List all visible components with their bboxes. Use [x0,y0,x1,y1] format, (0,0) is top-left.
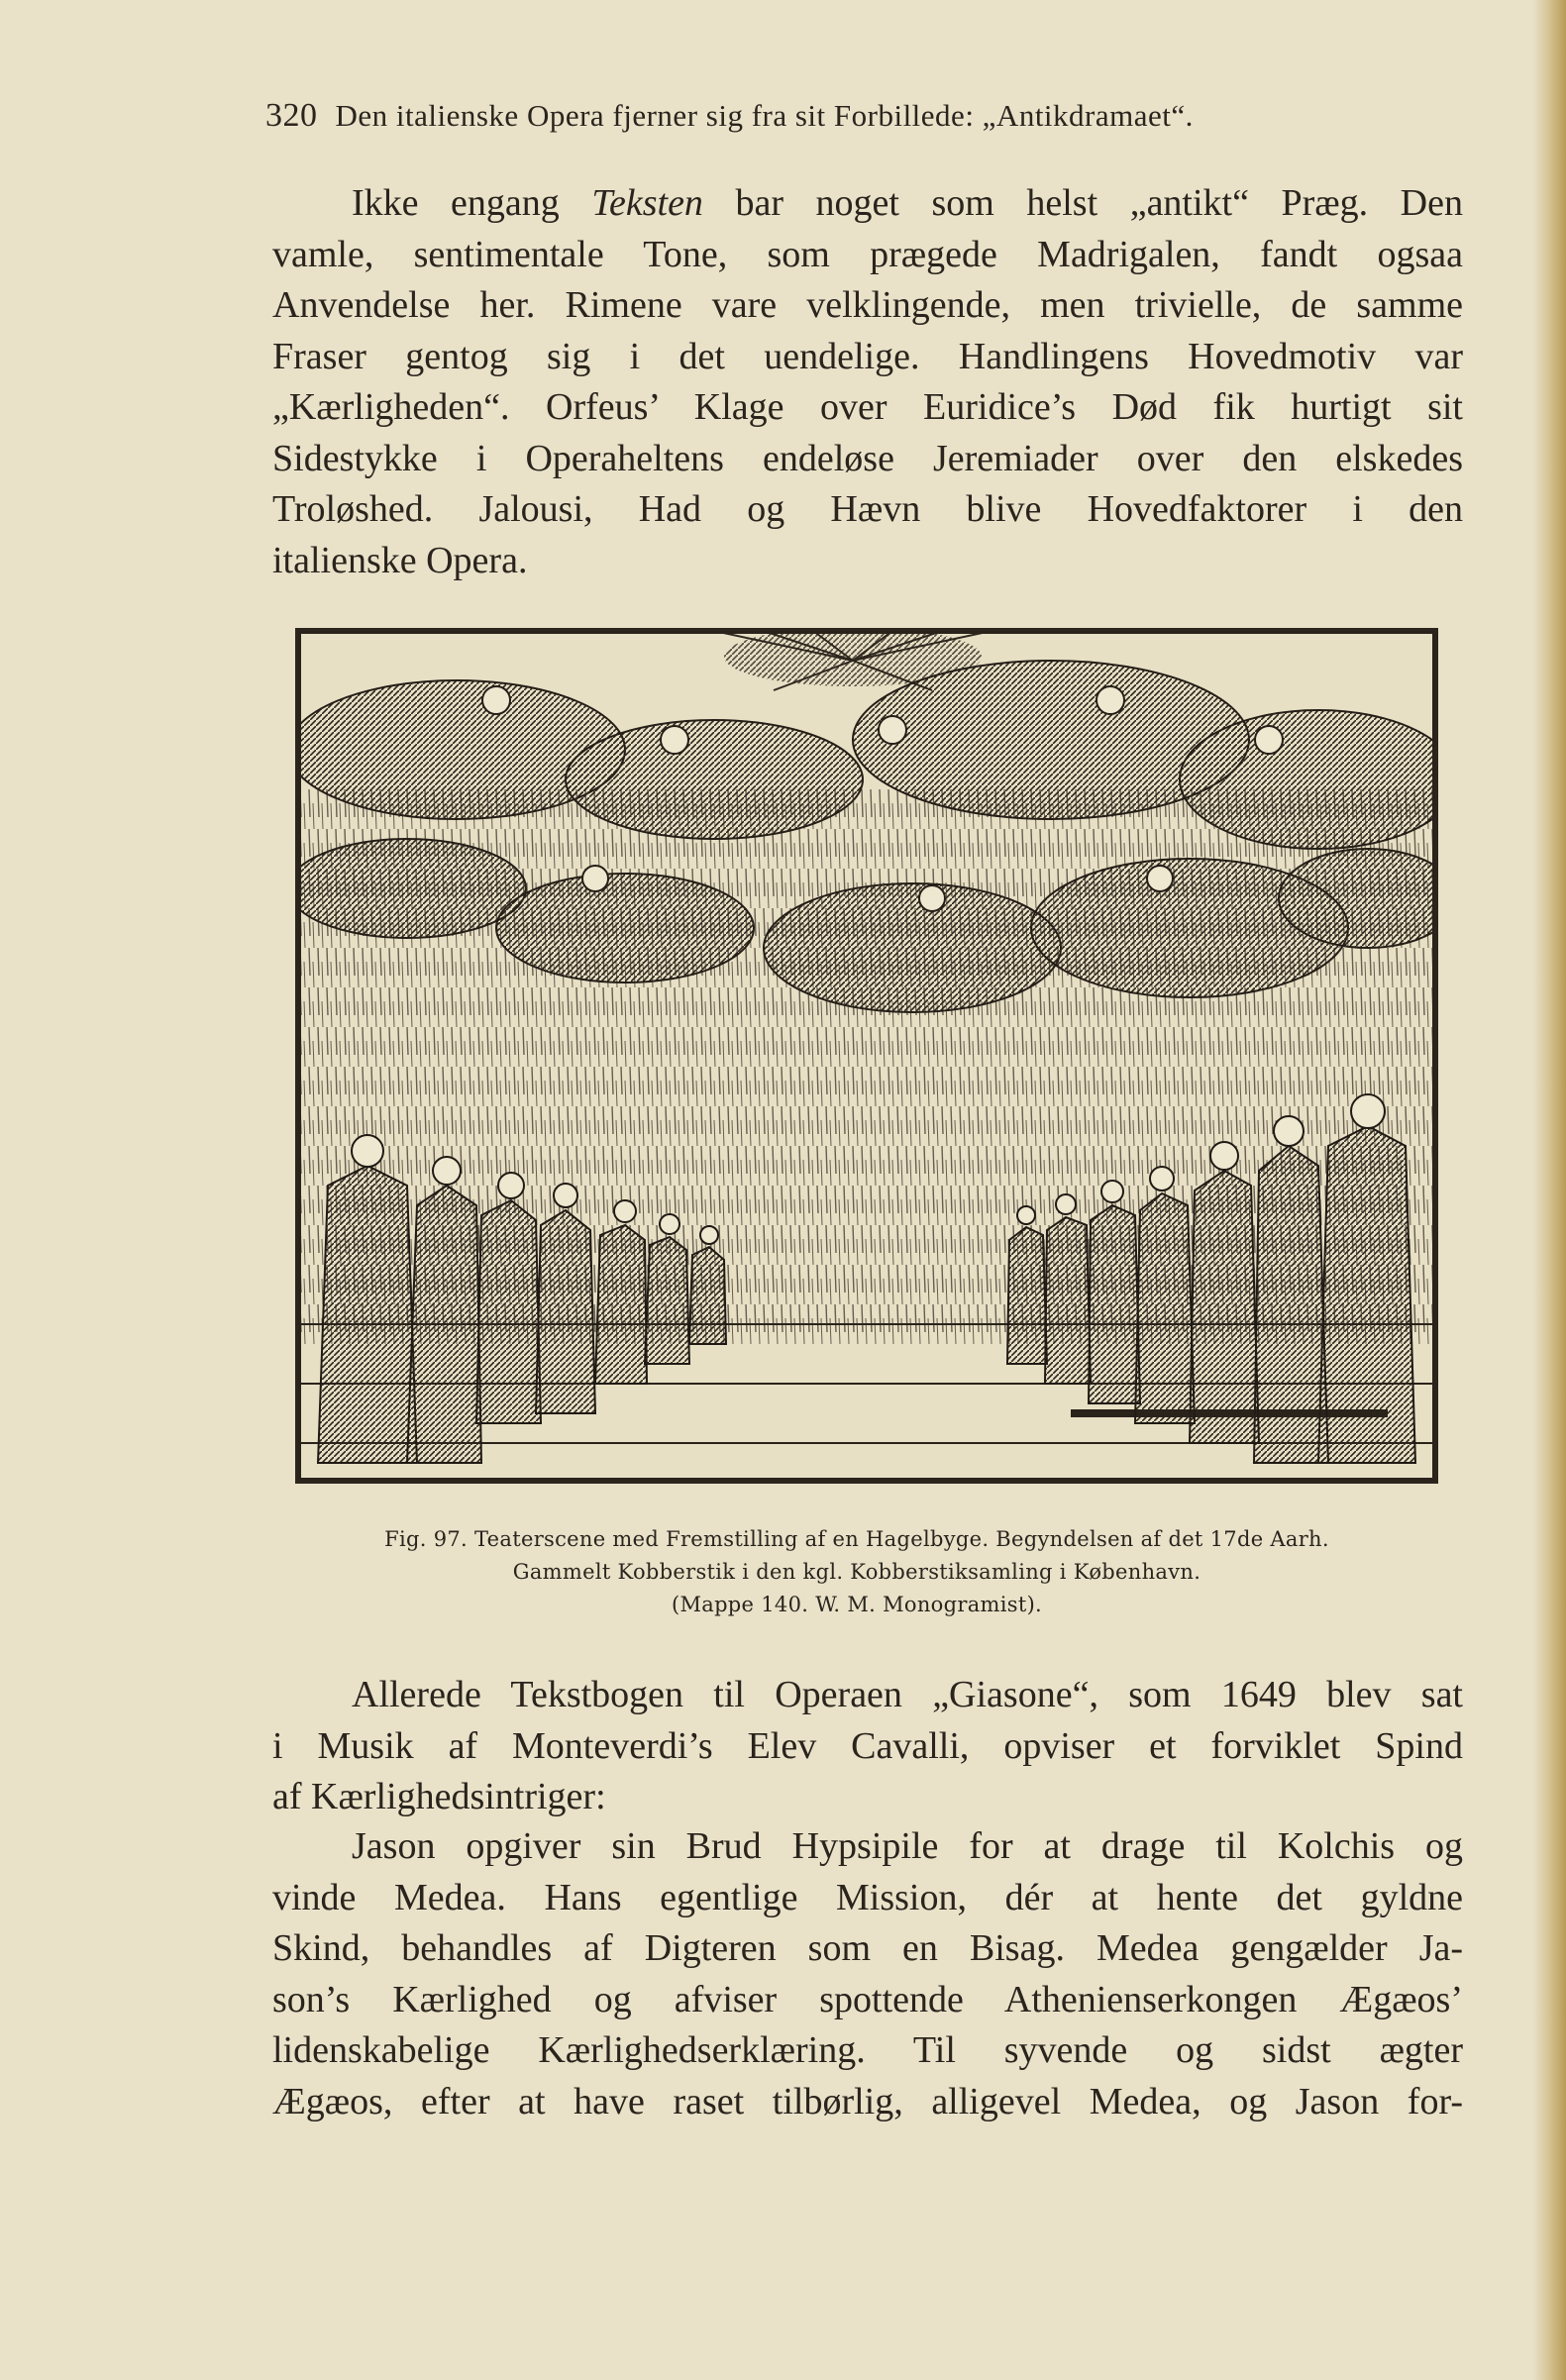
paragraph-3 [272,1821,1463,2127]
text-line: af Kærlighedsintriger: [272,1776,606,1817]
caption-line: Fig. 97. Teaterscene med Fremstilling af en Hagelbyge. Begyndelsen af det 17de Aarh. [384,1527,1329,1551]
text-line: Fraser gentog sig i det uendelige. Handlingens Hovedmotiv var [272,335,1463,377]
figure-caption [297,1523,1416,1621]
text-line: Jason opgiver sin Brud Hypsipile for at drage til Kolchis og [352,1825,1463,1867]
text-line: Ikke engang Teksten bar noget som helst „antikt“ Præg. Den [352,182,1463,224]
caption-line: (Mappe 140. W. M. Monogramist). [671,1593,1043,1616]
text-line: son’s Kærlighed og afviser spottende Athenienserkongen Ægæos’ [272,1978,1463,2020]
text-line: italienske Opera. [272,539,528,581]
text-line: Anvendelse her. Rimene vare velklingende, men trivielle, de samme [272,284,1463,326]
italic-word: Teksten [591,182,703,224]
page-number: 320 [265,97,318,134]
text-line: Troløshed. Jalousi, Had og Hævn blive Hovedfaktorer i den [272,488,1463,530]
engraving-illustration [298,631,1435,1481]
caption-line: Gammelt Kobberstik i den kgl. Kobberstiksamling i København. [512,1560,1201,1584]
text-line: Skind, behandles af Digteren som en Bisag. Medea gengælder Ja- [272,1927,1463,1969]
text-line: vinde Medea. Hans egentlige Mission, dér at hente det gyldne [272,1876,1463,1918]
text-line: Sidestykke i Operaheltens endeløse Jeremiader over den elskedes [272,437,1463,479]
paragraph-1 [272,178,1463,586]
text-line: Ægæos, efter at have raset tilbørlig, alligevel Medea, og Jason for- [272,2080,1463,2122]
running-title: Den italienske Opera fjerner sig fra sit Forbillede: „Antikdramaet“. [335,98,1194,133]
text-line: Allerede Tekstbogen til Operaen „Giasone“, som 1649 blev sat [352,1674,1463,1715]
page-edge [1532,0,1566,2380]
text-line: „Kærligheden“. Orfeus’ Klage over Euridice’s Død fik hurtigt sit [272,386,1463,428]
text-line: lidenskabelige Kærlighedserklæring. Til syvende og sidst ægter [272,2029,1463,2071]
paragraph-2 [272,1670,1463,1823]
text-line: vamle, sentimentale Tone, som prægede Madrigalen, fandt ogsaa [272,233,1463,275]
running-head [265,97,1365,135]
engraving-figure [295,628,1438,1484]
text-line: i Musik af Monteverdi’s Elev Cavalli, opviser et forviklet Spind [272,1724,1463,1767]
